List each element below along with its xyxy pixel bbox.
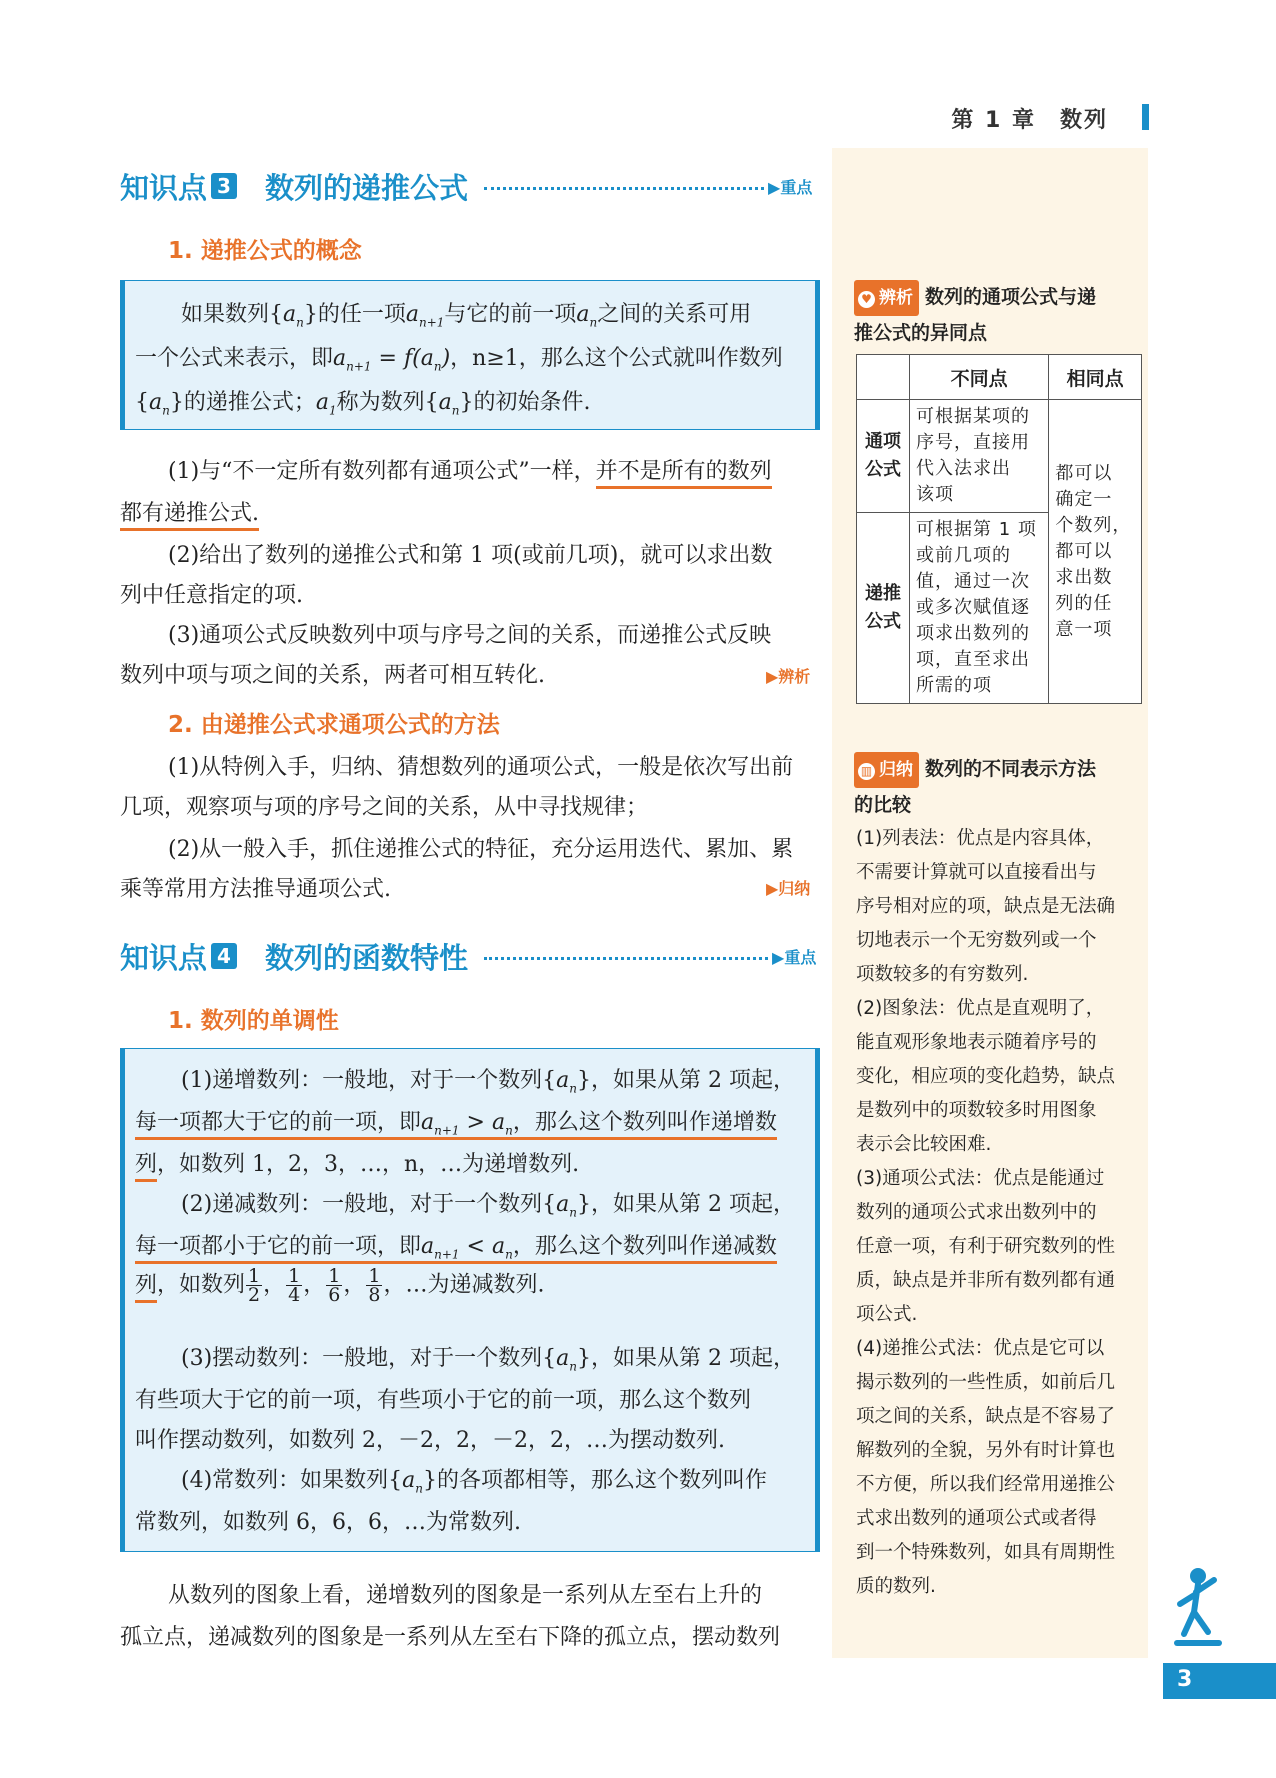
kp-number: 4 <box>211 943 237 969</box>
cell-line: 或前几项的 <box>916 545 1011 566</box>
title-line-2: 推公式的异同点 <box>854 322 988 344</box>
page-number: 3 <box>1177 1667 1193 1692</box>
math-an <box>438 390 460 418</box>
sub: n+1 <box>346 359 372 374</box>
sidebar-text-line: 到一个特殊数列，如具有周期性 <box>856 1542 1116 1563</box>
sidebar-text-line: (4)递推公式法：优点是它可以 <box>856 1338 1105 1359</box>
b3-line-1 <box>181 1341 795 1373</box>
title-line-1: 数列的通项公式与递 <box>925 286 1097 308</box>
page-number-tab <box>1163 1663 1276 1699</box>
var: a <box>576 302 590 327</box>
sidebar-text-line: 解数列的全貌，另外有时计算也 <box>856 1440 1116 1461</box>
para-3-2a: (2)给出了数列的递推公式和第 1 项(或前几项)，就可以求出数 <box>168 543 773 568</box>
sub: n <box>296 315 304 330</box>
summary-icon: ▥ <box>858 763 875 780</box>
badge-label: 辨析 <box>879 288 913 308</box>
sub: n <box>505 1123 513 1138</box>
kp-label: 知识点 <box>120 940 208 975</box>
definition-box-recursion <box>120 280 820 430</box>
sub: n <box>569 1081 578 1096</box>
bianxi-title <box>854 280 1144 316</box>
text: ，那么这个数列叫作递减数 <box>512 1234 777 1259</box>
sub: n <box>569 1205 578 1220</box>
var: a <box>421 1234 435 1259</box>
cell-line: 都可以 <box>1055 540 1113 562</box>
b4-line-2: 常数列，如数列 6，6，6，…为常数列. <box>135 1510 521 1535</box>
sidebar-text-line: 是数列中的项数较多时用图象 <box>856 1100 1097 1121</box>
math-decreasing <box>421 1234 513 1262</box>
sub: n+1 <box>434 1247 460 1262</box>
definition-box-monotonic <box>120 1048 820 1552</box>
label: 通项 <box>865 431 901 452</box>
b2-line-1 <box>181 1187 795 1219</box>
subheading-method: 2. 由递推公式求通项公式的方法 <box>168 712 500 738</box>
sub: n+1 <box>434 1123 460 1138</box>
label: 递推 <box>865 583 901 604</box>
kp-title: 数列的递推公式 <box>265 170 469 205</box>
numerator: 1 <box>328 1265 341 1287</box>
text: 一个公式来表示，即 <box>135 346 334 371</box>
kp-title: 数列的函数特性 <box>265 940 469 975</box>
sidebar-bianxi-heading <box>854 280 1144 350</box>
chapter-bar <box>1142 104 1149 130</box>
var: a <box>421 1110 435 1135</box>
para-3-1b <box>120 496 259 527</box>
math-a1 <box>315 390 337 418</box>
sidebar-text-line: 项数较多的有穷数列. <box>856 964 1029 985</box>
text: 每一项都小于它的前一项，即 <box>135 1234 422 1259</box>
sidebar-text-line: 表示会比较困难. <box>856 1134 992 1155</box>
b3-line-3: 叫作摆动数列，如数列 2，－2，2，－2，2，…为摆动数列. <box>135 1428 725 1453</box>
sidebar-text-line: 式求出数列的通项公式或者得 <box>856 1508 1097 1529</box>
text: 的递推公式； <box>183 390 316 415</box>
subheading-monotonic: 1. 数列的单调性 <box>168 1008 339 1034</box>
title-line-1: 数列的不同表示方法 <box>925 758 1097 780</box>
b1-line-2 <box>135 1105 777 1137</box>
var: a <box>283 302 297 327</box>
dotted-leader <box>484 187 764 190</box>
text: 每一项都大于它的前一项，即 <box>135 1110 422 1135</box>
badge-bianxi <box>854 280 919 316</box>
text: ，如数列 1，2，3，…，n，…为递增数列. <box>157 1152 580 1177</box>
sidebar-text-line: (1)列表法：优点是内容具体， <box>856 828 1105 849</box>
section-3-heading <box>120 164 812 208</box>
sub: 1 <box>329 403 337 418</box>
var: a <box>420 346 434 371</box>
b4-line-1 <box>181 1463 767 1495</box>
sidebar-text-line: (2)图象法：优点是直观明了， <box>856 998 1105 1019</box>
sidebar-text-line: 不需要计算就可以直接看出与 <box>856 862 1097 883</box>
title-line-2: 的比较 <box>854 794 912 816</box>
sidebar-text-line: (3)通项公式法：优点是能通过 <box>856 1168 1105 1189</box>
text: (3)摆动数列：一般地，对于一个数列{ <box>181 1346 557 1371</box>
op: < <box>459 1234 492 1259</box>
text: }，如果从第 2 项起， <box>577 1346 796 1371</box>
cell-line: 可根据第 1 项 <box>916 519 1037 540</box>
text: (1)与“不一定所有数列都有通项公式”一样， <box>168 459 596 484</box>
sidebar-text-line: 变化，相应项的变化趋势，缺点 <box>856 1066 1116 1087</box>
text: ，那么这个数列叫作递增数 <box>512 1110 777 1135</box>
math-an <box>149 390 170 418</box>
comparison-table <box>856 354 1142 704</box>
sub: n <box>162 403 170 418</box>
denominator: 6 <box>328 1284 341 1306</box>
text: 之间的关系可用 <box>597 302 752 327</box>
b2-line-2 <box>135 1229 777 1261</box>
subheading-concept: 1. 递推公式的概念 <box>168 238 362 264</box>
op: ) <box>441 346 451 371</box>
underlined-text <box>135 1234 777 1264</box>
fraction <box>366 1267 382 1304</box>
decor-figure-icon <box>1170 1560 1226 1656</box>
text: 称为数列{ <box>336 390 439 415</box>
para-3-3b: 数列中项与项之间的关系，两者可相互转化. <box>120 663 545 688</box>
para-3-3a: (3)通项公式反映数列中项与序号之间的关系，而递推公式反映 <box>168 623 772 648</box>
text: }，如果从第 2 项起， <box>577 1192 796 1217</box>
underlined-text <box>135 1110 777 1140</box>
math-recurrence <box>333 346 451 374</box>
chapter-title: 第 1 章 数列 <box>951 108 1108 133</box>
sidebar-guina-heading <box>854 752 1144 822</box>
text: }的各项都相等，那么这个数列叫作 <box>423 1468 768 1493</box>
kp-label: 知识点 <box>120 170 208 205</box>
var: a <box>438 390 452 415</box>
sub: n <box>589 315 598 330</box>
fraction <box>326 1267 342 1304</box>
text: (1)递增数列：一般地，对于一个数列{ <box>181 1068 557 1093</box>
sidebar-text-line: 质，缺点是并非所有数列都有通 <box>856 1270 1116 1291</box>
var: a <box>402 1468 416 1493</box>
denominator: 8 <box>368 1284 381 1306</box>
para-3-1a <box>168 454 772 485</box>
cell-line: 项求出数列的 <box>916 623 1030 644</box>
denominator: 4 <box>288 1284 301 1306</box>
cell-line: 个数列， <box>1055 514 1132 536</box>
badge-guina <box>854 752 919 788</box>
underlined-text: 列 <box>135 1273 157 1303</box>
para-4-graph-b: 孤立点，递减数列的图象是一系列从左至右下降的孤立点，摆动数列 <box>120 1625 781 1650</box>
denominator: 2 <box>248 1284 261 1306</box>
def-line-2 <box>135 341 783 373</box>
cell-ditui-diff <box>910 513 1049 704</box>
b2-line-3: 列，如数列 $\frac{1}{2}$ ， $\frac{1}{4}$ ， $\frac{1}{6}$ ， $\frac{1}{8}$ ，…为递减数列. <box>135 1265 545 1306</box>
var: a <box>556 1346 570 1371</box>
math-an <box>576 302 598 330</box>
underlined-text: 并不是所有的数列 <box>596 459 772 489</box>
para-3-5a: (2)从一般入手，抓住递推公式的特征，充分运用迭代、累加、累 <box>168 837 794 862</box>
underlined-text: 列 <box>135 1152 157 1182</box>
text: ，n≥1，那么这个公式就叫作数列 <box>450 346 783 371</box>
sidebar-text-line: 序号相对应的项，缺点是无法确 <box>856 896 1116 917</box>
sub: n <box>415 1481 424 1496</box>
label: 公式 <box>865 459 901 480</box>
row-label-ditui <box>857 513 910 704</box>
tag-guina: ▶归纳 <box>766 879 811 898</box>
cell-line: 都可以 <box>1055 462 1113 484</box>
text: 与它的前一项 <box>444 302 577 327</box>
text: }，如果从第 2 项起， <box>577 1068 796 1093</box>
sidebar-text-line: 切地表示一个无穷数列或一个 <box>856 930 1097 951</box>
text: (4)常数列：如果数列{ <box>181 1468 403 1493</box>
sidebar-guina-text <box>856 822 1146 1604</box>
sidebar-text-line: 质的数列. <box>856 1576 936 1597</box>
guina-title <box>854 752 1144 788</box>
text: (2)递减数列：一般地，对于一个数列{ <box>181 1192 557 1217</box>
para-3-4b: 几项，观察项与项的序号之间的关系，从中寻找规律； <box>120 795 649 820</box>
op: = f( <box>371 346 421 371</box>
sidebar-text-line: 能直观形象地表示随着序号的 <box>856 1032 1097 1053</box>
sidebar-text-line: 项公式. <box>856 1304 918 1325</box>
b1-line-1 <box>181 1063 795 1095</box>
text: ，…为递减数列. <box>383 1272 545 1298</box>
cell-line: 求出数 <box>1055 566 1113 588</box>
para-3-5b: 乘等常用方法推导通项公式. <box>120 877 391 902</box>
text: { <box>135 390 149 415</box>
var: a <box>556 1192 570 1217</box>
kp-number: 3 <box>211 173 237 199</box>
var: a <box>315 390 329 415</box>
sidebar-text-line: 揭示数列的一些性质，如前后几 <box>856 1372 1116 1393</box>
cell-same <box>1049 400 1142 704</box>
text: }的初始条件. <box>459 390 591 415</box>
sub: n <box>505 1247 513 1262</box>
sub: n <box>451 403 460 418</box>
cell-line: 可根据某项的 <box>916 406 1030 427</box>
cell-line: 序号，直接用 <box>916 432 1030 453</box>
var: a <box>491 1110 506 1135</box>
cell-line: 值，通过一次 <box>916 571 1030 592</box>
cell-line: 列的任 <box>1055 592 1113 614</box>
table-header-row <box>857 355 1142 400</box>
text: }的任一项 <box>303 302 406 327</box>
text: ，如数列 <box>157 1272 246 1298</box>
var: a <box>149 390 163 415</box>
math-an <box>556 1192 578 1220</box>
sub: n <box>433 359 442 374</box>
section-4-heading <box>120 934 816 978</box>
text: } <box>169 390 184 415</box>
math-an <box>283 302 304 330</box>
table-header-same: 相同点 <box>1049 355 1142 400</box>
cell-line: 或多次赋值逐 <box>916 597 1030 618</box>
sidebar-text-line: 不方便，所以我们经常用递推公 <box>856 1474 1116 1495</box>
para-3-2b: 列中任意指定的项. <box>120 583 303 608</box>
cell-line: 项，直至求出 <box>916 649 1030 670</box>
heart-icon: ♥ <box>858 291 875 308</box>
cell-line: 该项 <box>916 484 954 505</box>
var: a <box>333 346 347 371</box>
var: a <box>405 302 419 327</box>
fraction <box>286 1267 302 1304</box>
def-line-1 <box>181 297 751 329</box>
badge-label: 归纳 <box>879 760 913 780</box>
numerator: 1 <box>288 1265 301 1287</box>
cell-line: 意一项 <box>1055 618 1113 640</box>
var: a <box>491 1234 506 1259</box>
sub: n+1 <box>418 315 445 330</box>
b1-line-3 <box>135 1147 579 1178</box>
numerator: 1 <box>248 1265 261 1287</box>
para-3-4a: (1)从特例入手，归纳、猜想数列的通项公式，一般是依次写出前 <box>168 755 794 780</box>
op: > <box>459 1110 492 1135</box>
table-corner <box>857 355 910 400</box>
row-label-tongxiang <box>857 400 910 513</box>
cell-line: 所需的项 <box>916 675 992 696</box>
table-row <box>857 400 1142 513</box>
text: 如果数列{ <box>181 302 283 327</box>
label: 公式 <box>865 611 901 632</box>
cell-line: 代入法求出 <box>916 458 1011 479</box>
b3-line-2: 有些项大于它的前一项，有些项小于它的前一项，那么这个数列 <box>135 1388 752 1413</box>
tag-bianxi: ▶辨析 <box>766 667 811 686</box>
sidebar-text-line: 任意一项，有利于研究数列的性 <box>856 1236 1116 1257</box>
def-line-3 <box>135 385 591 417</box>
sub: n <box>569 1359 578 1374</box>
math-an <box>556 1346 578 1374</box>
var: a <box>556 1068 570 1093</box>
math-increasing <box>421 1110 513 1138</box>
math-an1 <box>405 302 445 330</box>
math-an <box>402 1468 424 1496</box>
fraction <box>246 1267 262 1304</box>
table-header-diff: 不同点 <box>910 355 1049 400</box>
para-4-graph-a: 从数列的图象上看，递增数列的图象是一系列从左至右上升的 <box>168 1583 763 1608</box>
numerator: 1 <box>368 1265 381 1287</box>
math-an <box>556 1068 578 1096</box>
tag-zhongdian: ▶重点 <box>772 947 817 967</box>
cell-line: 确定一 <box>1055 488 1113 510</box>
underlined-text: 都有递推公式. <box>120 501 259 531</box>
dotted-leader <box>484 957 768 960</box>
sidebar-text-line: 数列的通项公式求出数列中的 <box>856 1202 1097 1223</box>
sidebar-text-line: 项之间的关系，缺点是不容易了 <box>856 1406 1116 1427</box>
tag-zhongdian: ▶重点 <box>768 177 813 197</box>
cell-tongxiang-diff <box>910 400 1049 513</box>
